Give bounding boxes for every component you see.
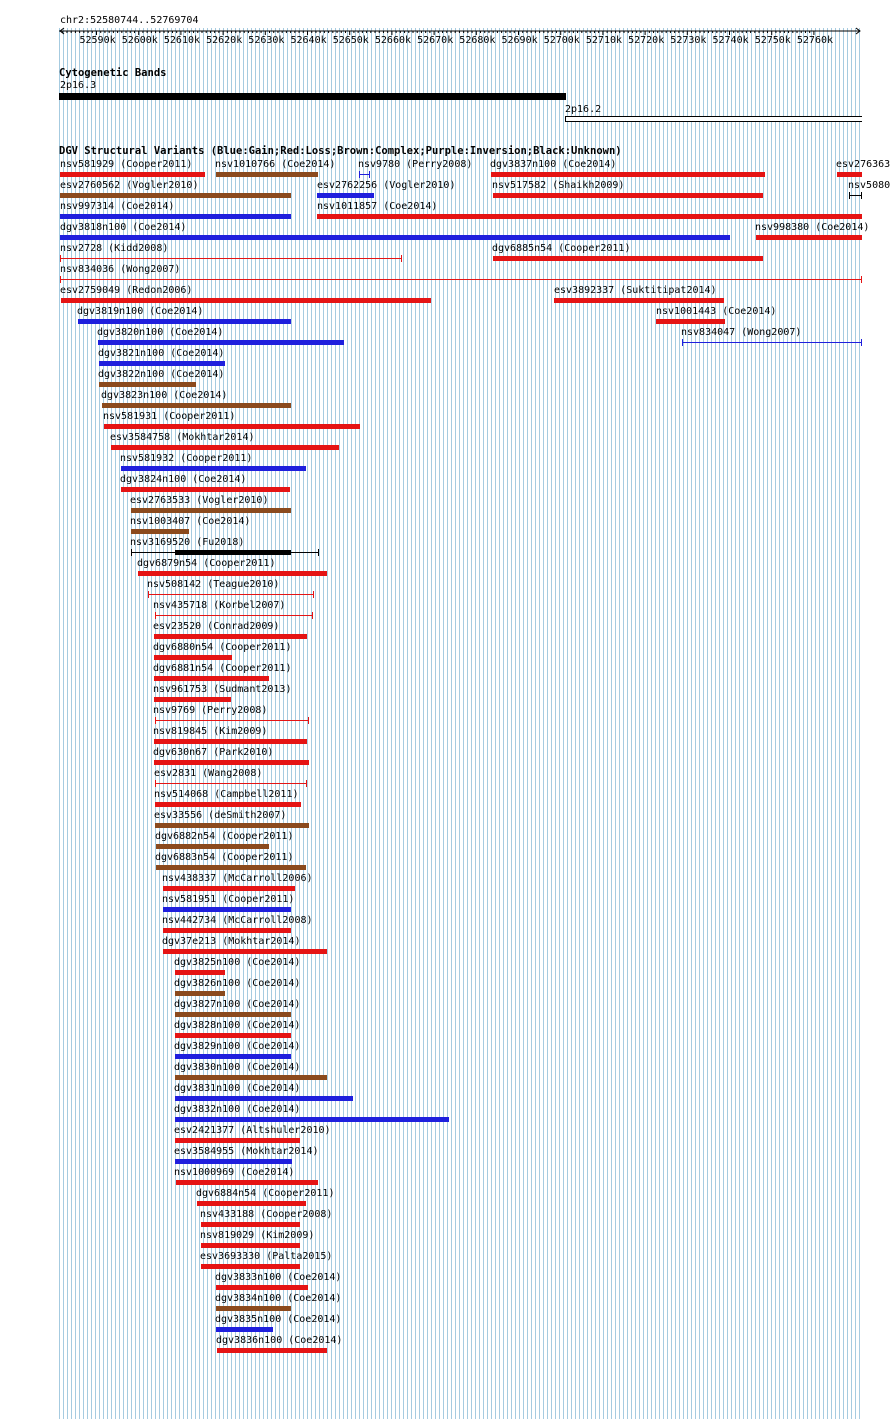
variant-end-cap xyxy=(861,339,862,346)
variant-label: dgv3823n100 (Coe2014) xyxy=(101,390,228,401)
variant-bar[interactable] xyxy=(837,172,862,177)
variant-bar[interactable] xyxy=(491,172,765,177)
variant-bar[interactable] xyxy=(756,235,862,240)
variant-start-cap xyxy=(849,192,850,199)
ruler-tick-label: 52730k xyxy=(670,35,707,46)
variant-label: esv2762256 (Vogler2010) xyxy=(317,180,456,191)
variant-start-cap xyxy=(155,780,156,787)
ruler-tick-label: 52720k xyxy=(628,35,665,46)
variant-label: dgv3830n100 (Coe2014) xyxy=(174,1062,301,1073)
variant-label: dgv3825n100 (Coe2014) xyxy=(174,957,301,968)
variant-start-cap xyxy=(155,612,156,619)
variant-label: nsv1010766 (Coe2014) xyxy=(215,159,336,170)
ruler-tick-label: 52750k xyxy=(754,35,791,46)
variant-label: dgv3826n100 (Coe2014) xyxy=(174,978,301,989)
variant-label: nsv5080 xyxy=(848,180,890,191)
variant-label: esv33556 (deSmith2007) xyxy=(154,810,287,821)
variant-label: nsv998380 (Coe2014) xyxy=(755,222,870,233)
variant-end-cap xyxy=(306,780,307,787)
variant-bar[interactable] xyxy=(201,1243,300,1248)
ruler xyxy=(0,0,890,60)
variant-label: nsv1001443 (Coe2014) xyxy=(656,306,777,317)
variant-bar[interactable] xyxy=(175,1012,291,1017)
variant-range[interactable] xyxy=(155,615,313,616)
variant-bar[interactable] xyxy=(155,823,309,828)
variant-bar[interactable] xyxy=(154,676,269,681)
variant-range[interactable] xyxy=(148,594,314,595)
ruler-tick-label: 52690k xyxy=(501,35,538,46)
variant-label: dgv6880n54 (Cooper2011) xyxy=(153,642,292,653)
variant-range[interactable] xyxy=(60,279,862,280)
ruler-tick-label: 52760k xyxy=(796,35,834,46)
variant-label: esv3584955 (Mokhtar2014) xyxy=(174,1146,319,1157)
variant-bar[interactable] xyxy=(175,1117,449,1122)
variant-bar[interactable] xyxy=(216,1327,273,1332)
variant-bar[interactable] xyxy=(176,1180,318,1185)
variant-end-cap xyxy=(308,717,309,724)
ruler-tick-label: 52610k xyxy=(163,35,201,46)
variant-label: nsv834036 (Wong2007) xyxy=(60,264,181,275)
variant-label: esv2759049 (Redon2006) xyxy=(60,285,193,296)
variant-label: nsv1000969 (Coe2014) xyxy=(174,1167,295,1178)
variant-range[interactable] xyxy=(155,783,307,784)
cytoband-label-2: 2p16.2 xyxy=(565,104,602,115)
variant-label: dgv3819n100 (Coe2014) xyxy=(77,306,204,317)
cytoband-2p16-2[interactable] xyxy=(565,116,862,122)
variant-label: dgv3833n100 (Coe2014) xyxy=(215,1272,342,1283)
variant-label: dgv3829n100 (Coe2014) xyxy=(174,1041,301,1052)
variant-label: nsv1011857 (Coe2014) xyxy=(317,201,438,212)
variant-label: dgv6885n54 (Cooper2011) xyxy=(492,243,631,254)
variant-end-cap xyxy=(401,255,402,262)
variant-label: esv2763533 (Vogler2010) xyxy=(130,495,269,506)
variant-bar[interactable] xyxy=(60,235,730,240)
variant-bar[interactable] xyxy=(175,1033,291,1038)
variant-label: nsv442734 (McCarroll2008) xyxy=(162,915,313,926)
variant-label: nsv581931 (Cooper2011) xyxy=(103,411,236,422)
ruler-tick-label: 52670k xyxy=(417,35,454,46)
variant-bar[interactable] xyxy=(60,172,205,177)
variant-label: nsv433188 (Cooper2008) xyxy=(200,1209,333,1220)
variant-label: dgv3828n100 (Coe2014) xyxy=(174,1020,301,1031)
variant-label: nsv508142 (Teague2010) xyxy=(147,579,280,590)
variant-bar[interactable] xyxy=(175,970,225,975)
cytoband-title: Cytogenetic Bands xyxy=(59,67,167,79)
position-label: chr2:52580744..52769704 xyxy=(60,15,199,26)
variant-bar[interactable] xyxy=(60,193,291,198)
variant-range[interactable] xyxy=(155,720,309,721)
variant-label: nsv435718 (Korbel2007) xyxy=(153,600,286,611)
variant-label: nsv438337 (McCarroll2006) xyxy=(162,873,313,884)
variant-label: nsv819029 (Kim2009) xyxy=(200,1230,315,1241)
variant-bar[interactable] xyxy=(163,907,291,912)
variant-bar[interactable] xyxy=(154,739,307,744)
variant-label: esv2760562 (Vogler2010) xyxy=(60,180,199,191)
variant-label: nsv961753 (Sudmant2013) xyxy=(153,684,292,695)
variant-end-cap xyxy=(861,192,862,199)
variant-bar[interactable] xyxy=(155,802,301,807)
variant-end-cap xyxy=(313,591,314,598)
variant-label: nsv819845 (Kim2009) xyxy=(153,726,268,737)
variant-label: dgv3835n100 (Coe2014) xyxy=(215,1314,342,1325)
variant-bar[interactable] xyxy=(175,991,225,996)
variant-label: esv3693330 (Palta2015) xyxy=(200,1251,333,1262)
variant-bar[interactable] xyxy=(201,1264,300,1269)
variant-bar[interactable] xyxy=(217,1348,327,1353)
variant-label: dgv6881n54 (Cooper2011) xyxy=(153,663,292,674)
variant-bar[interactable] xyxy=(175,1096,353,1101)
ruler-tick-label: 52630k xyxy=(248,35,285,46)
variant-bar[interactable] xyxy=(201,1222,300,1227)
variant-label: nsv581951 (Cooper2011) xyxy=(162,894,295,905)
variant-bar[interactable] xyxy=(175,1159,292,1164)
variant-bar[interactable] xyxy=(60,214,291,219)
variant-bar[interactable] xyxy=(216,1306,291,1311)
variant-bar[interactable] xyxy=(175,550,291,555)
variant-label: dgv6883n54 (Cooper2011) xyxy=(155,852,294,863)
ruler-tick-label: 52680k xyxy=(459,35,496,46)
variant-label: esv2831 (Wang2008) xyxy=(154,768,263,779)
variant-start-cap xyxy=(682,339,683,346)
variant-bar[interactable] xyxy=(121,466,306,471)
variant-bar[interactable] xyxy=(99,382,196,387)
variant-bar[interactable] xyxy=(317,193,374,198)
cytoband-2p16-3[interactable] xyxy=(59,93,566,100)
variant-label: dgv3820n100 (Coe2014) xyxy=(97,327,224,338)
variant-bar[interactable] xyxy=(163,949,327,954)
variant-bar[interactable] xyxy=(131,508,291,513)
variant-label: dgv6882n54 (Cooper2011) xyxy=(155,831,294,842)
variant-label: dgv630n67 (Park2010) xyxy=(153,747,274,758)
variant-bar[interactable] xyxy=(138,571,327,576)
variant-label: dgv3834n100 (Coe2014) xyxy=(215,1293,342,1304)
variant-label: nsv3169520 (Fu2018) xyxy=(130,537,245,548)
variant-end-cap xyxy=(312,612,313,619)
variant-bar[interactable] xyxy=(216,1285,308,1290)
variant-label: nsv9769 (Perry2008) xyxy=(153,705,268,716)
variant-label: dgv3836n100 (Coe2014) xyxy=(216,1335,343,1346)
variant-bar[interactable] xyxy=(175,1054,291,1059)
variant-bar[interactable] xyxy=(98,340,344,345)
ruler-tick-label: 52640k xyxy=(290,35,327,46)
variant-label: nsv834047 (Wong2007) xyxy=(681,327,802,338)
variant-bar[interactable] xyxy=(131,529,189,534)
variant-bar[interactable] xyxy=(554,298,724,303)
variant-bar[interactable] xyxy=(175,1075,327,1080)
variant-bar[interactable] xyxy=(163,886,295,891)
variant-bar[interactable] xyxy=(154,655,232,660)
variant-bar[interactable] xyxy=(154,634,307,639)
variant-start-cap xyxy=(148,591,149,598)
variant-start-cap xyxy=(359,171,360,178)
variant-label: nsv514068 (Campbell2011) xyxy=(154,789,299,800)
variant-label: esv2421377 (Altshuler2010) xyxy=(174,1125,331,1136)
ruler-tick-label: 52740k xyxy=(712,35,749,46)
variant-bar[interactable] xyxy=(197,1201,306,1206)
variant-label: dgv6884n54 (Cooper2011) xyxy=(196,1188,335,1199)
variant-label: nsv517582 (Shaikh2009) xyxy=(492,180,625,191)
variant-label: dgv3818n100 (Coe2014) xyxy=(60,222,187,233)
variant-label: nsv1003407 (Coe2014) xyxy=(130,516,251,527)
variant-start-cap xyxy=(60,255,61,262)
variant-bar[interactable] xyxy=(493,193,763,198)
variant-bar[interactable] xyxy=(61,298,431,303)
ruler-tick-label: 52710k xyxy=(585,35,623,46)
variant-label: dgv3837n100 (Coe2014) xyxy=(490,159,617,170)
variant-label: dgv3832n100 (Coe2014) xyxy=(174,1104,301,1115)
variant-label: esv3584758 (Mokhtar2014) xyxy=(110,432,255,443)
variant-bar[interactable] xyxy=(102,403,291,408)
variant-label: dgv3831n100 (Coe2014) xyxy=(174,1083,301,1094)
ruler-tick-label: 52700k xyxy=(543,35,580,46)
variant-bar[interactable] xyxy=(78,319,291,324)
variant-bar[interactable] xyxy=(317,214,862,219)
variant-bar[interactable] xyxy=(121,487,290,492)
variant-label: dgv3821n100 (Coe2014) xyxy=(98,348,225,359)
variant-label: nsv9780 (Perry2008) xyxy=(358,159,473,170)
track-title: DGV Structural Variants (Blue:Gain;Red:Loss;Brown:Complex;Purple:Inversion;Black:Unknown) xyxy=(59,145,622,157)
variant-label: nsv2728 (Kidd2008) xyxy=(60,243,169,254)
variant-label: dgv37e213 (Mokhtar2014) xyxy=(162,936,301,947)
ruler-tick-label: 52620k xyxy=(206,35,243,46)
variant-label: dgv3827n100 (Coe2014) xyxy=(174,999,301,1010)
variant-start-cap xyxy=(60,276,61,283)
variant-bar[interactable] xyxy=(175,1138,300,1143)
variant-bar[interactable] xyxy=(111,445,339,450)
variant-label: nsv581929 (Cooper2011) xyxy=(60,159,193,170)
variant-label: esv276363 xyxy=(836,159,890,170)
ruler-tick-label: 52590k xyxy=(79,35,116,46)
variant-label: dgv6879n54 (Cooper2011) xyxy=(137,558,276,569)
variant-bar[interactable] xyxy=(493,256,763,261)
variant-label: nsv997314 (Coe2014) xyxy=(60,201,175,212)
variant-label: esv23520 (Conrad2009) xyxy=(153,621,280,632)
ruler-tick-label: 52600k xyxy=(121,35,158,46)
variant-start-cap xyxy=(131,549,132,556)
variant-bar[interactable] xyxy=(99,361,225,366)
variant-label: nsv581932 (Cooper2011) xyxy=(120,453,253,464)
variant-range[interactable] xyxy=(60,258,402,259)
variant-bar[interactable] xyxy=(154,697,231,702)
ruler-tick-label: 52650k xyxy=(332,35,369,46)
variant-label: esv3892337 (Suktitipat2014) xyxy=(554,285,717,296)
variant-label: dgv3824n100 (Coe2014) xyxy=(120,474,247,485)
variant-bar[interactable] xyxy=(163,928,291,933)
variant-bar[interactable] xyxy=(154,760,309,765)
variant-start-cap xyxy=(155,717,156,724)
variant-label: dgv3822n100 (Coe2014) xyxy=(98,369,225,380)
cytoband-label-1: 2p16.3 xyxy=(60,80,97,91)
variant-bar[interactable] xyxy=(656,319,725,324)
variant-end-cap xyxy=(369,171,370,178)
variant-bar[interactable] xyxy=(156,844,269,849)
variant-end-cap xyxy=(318,549,319,556)
variant-range[interactable] xyxy=(682,342,862,343)
variant-bar[interactable] xyxy=(156,865,306,870)
variant-end-cap xyxy=(861,276,862,283)
variant-bar[interactable] xyxy=(104,424,360,429)
ruler-tick-label: 52660k xyxy=(374,35,412,46)
variant-bar[interactable] xyxy=(216,172,318,177)
